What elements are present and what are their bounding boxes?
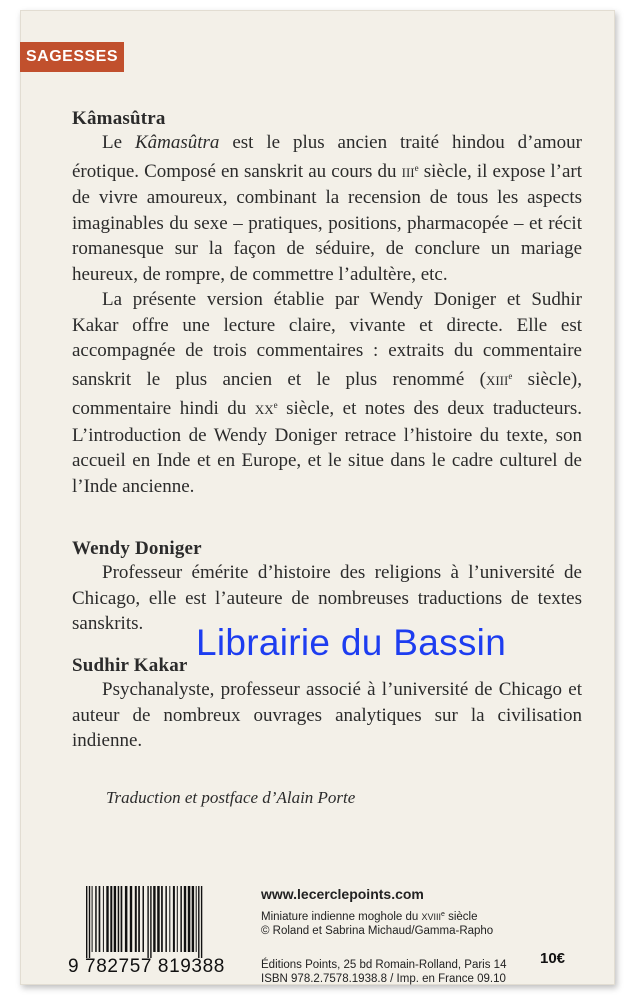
barcode-bar — [110, 886, 112, 952]
text-run: La présente version établie par Wendy Doniger et Sudhir Kakar offre une lecture claire, vivante et directe. Elle est accompagnée de trois commentaires : extraits du commentaire sanskrit le plus ancien et le plus renommé ( — [72, 289, 582, 390]
series-badge — [20, 42, 124, 72]
cover-image-credit — [261, 908, 591, 924]
text-run: Miniature indienne moghole du — [261, 911, 422, 923]
price: 10€ — [540, 950, 566, 967]
publisher-address: Éditions Points, 25 bd Romain-Rolland, Paris 14 — [261, 959, 507, 971]
text-run: Le — [102, 132, 135, 153]
text-run: siècle), commentaire hindi du — [72, 368, 583, 419]
barcode-bar — [130, 886, 132, 952]
barcode-bar — [138, 886, 140, 952]
barcode-bar — [184, 886, 186, 952]
barcode-bar — [135, 886, 137, 952]
barcode-bar — [165, 886, 167, 952]
author-name: Wendy Doniger — [72, 538, 202, 559]
century-numeral: III — [401, 164, 415, 180]
barcode-bar — [198, 886, 199, 958]
author-bio: Psychanalyste, professeur associé à l’université de Chicago et auteur de nombreux ouvrages analytiques sur la civilisation indienne. — [72, 679, 582, 751]
author-bio: Professeur émérite d’histoire des religions à l’université de Chicago, elle est l’auteure de nombreuses traductions de textes sanskrits. — [72, 562, 582, 634]
book-title-heading: Kâmasûtra — [72, 108, 166, 129]
barcode-bar — [125, 886, 128, 952]
barcode-bar — [173, 886, 175, 952]
publisher-website: www.lecerclepoints.com — [261, 886, 424, 902]
barcode-bar — [196, 886, 197, 952]
bookseller-watermark: Librairie du Bassin — [196, 622, 507, 663]
barcode-bar — [103, 886, 104, 952]
century-numeral: XIII — [485, 372, 509, 388]
barcode-area — [68, 886, 256, 982]
century-numeral: XX — [254, 402, 274, 417]
intro-paragraph-2 — [72, 287, 582, 499]
text-run: siècle, il expose l’art de vivre amoureux, combinant la recension de tous les aspects imaginables du sexe – pratiques, positions, pharmacopée – et récit romanesque sur la façon de séduire, de conclure un mariage heureux, de rompre, de commettre l’adultère, etc. — [72, 160, 582, 285]
barcode-bar — [95, 886, 97, 952]
barcode-bar — [169, 886, 170, 952]
superscript: e — [508, 370, 513, 381]
barcode-bar — [188, 886, 191, 952]
barcode-bar — [153, 886, 155, 952]
century-numeral: XVIII — [421, 912, 441, 922]
barcode-bar — [86, 886, 87, 958]
text-run: siècle, et notes des deux traducteurs. L’introduction de Wendy Doniger retrace l’histoire du texte, son accueil en Inde et en Europe, et le situe dans le cadre culturel de l’Inde ancienne. — [72, 398, 583, 497]
superscript: e — [414, 162, 419, 173]
barcode-bar — [114, 886, 116, 952]
barcode-bar — [118, 886, 120, 952]
barcode-bars — [84, 886, 244, 958]
series-badge-label: SAGESSES — [25, 48, 119, 65]
superscript: e — [273, 400, 278, 410]
barcode-bar — [161, 886, 163, 952]
barcode-bar — [92, 886, 93, 952]
barcode-bar — [150, 886, 151, 958]
barcode-bar — [177, 886, 178, 952]
publisher-info — [261, 886, 591, 986]
book-title-italic: Kâmasûtra — [134, 132, 220, 153]
barcode-bar — [192, 886, 194, 952]
book-back-cover — [20, 10, 615, 985]
text-run: est le plus ancien traité hindou d’amour érotique. Composé en sanskrit au cours du — [72, 132, 582, 182]
barcode-bar — [121, 886, 123, 952]
intro-paragraph-1 — [72, 130, 582, 287]
barcode-digits: 9 782757 819388 — [68, 956, 225, 977]
barcode-bar — [201, 886, 202, 958]
author-kakar-section — [72, 655, 582, 754]
photo-credit: © Roland et Sabrina Michaud/Gamma-Rapho — [261, 925, 494, 937]
isbn-line: ISBN 978.2.7578.1938.8 / Imp. en France 09.10 — [261, 973, 506, 985]
barcode-bar — [157, 886, 160, 952]
barcode-bar — [99, 886, 101, 952]
barcode-bar — [180, 886, 182, 952]
superscript: e — [440, 911, 445, 918]
text-run: siècle — [444, 911, 478, 923]
barcode-bar — [106, 886, 108, 952]
barcode-bar — [143, 886, 145, 952]
translation-credit: Traduction et postface d’Alain Porte — [106, 788, 356, 807]
barcode-bar — [89, 886, 90, 958]
author-name: Sudhir Kakar — [72, 655, 188, 676]
barcode-bar — [147, 886, 148, 958]
intro-section — [72, 108, 582, 499]
